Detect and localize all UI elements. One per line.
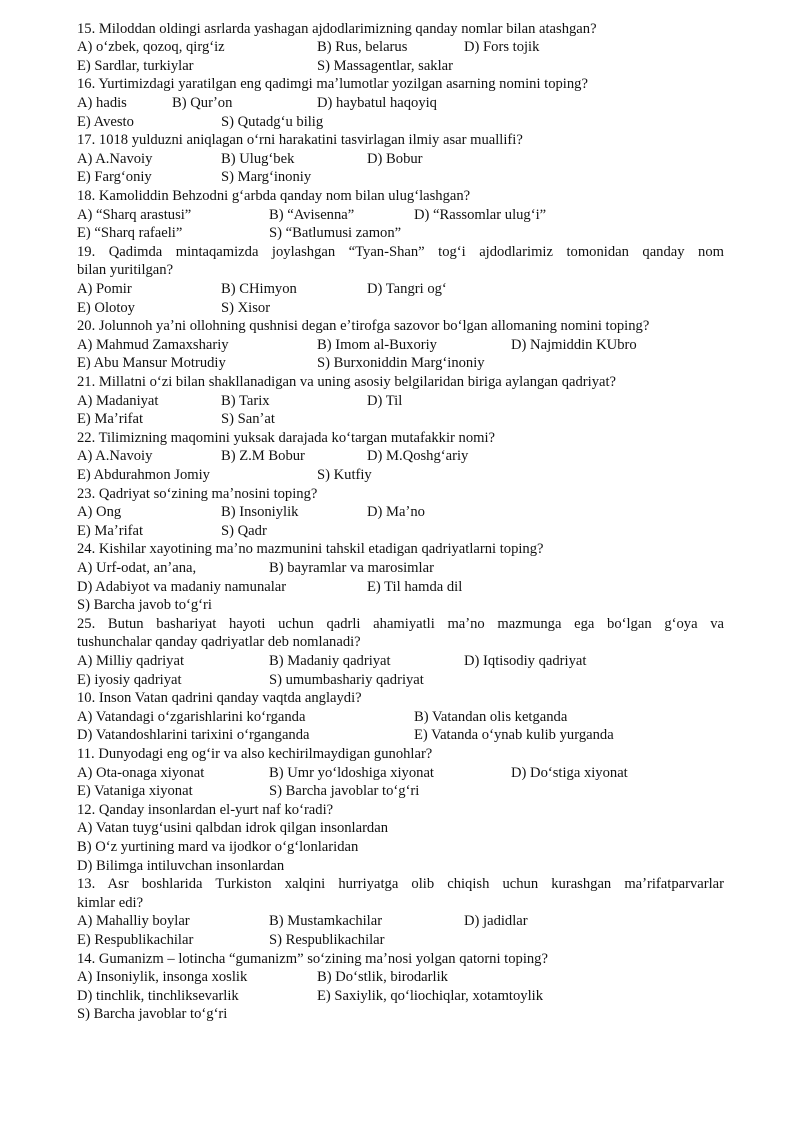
answer-option: A) Vatan tuygʻusini qalbdan idrok qilgan insonlardan: [77, 820, 389, 837]
answer-option: E) Vataniga xiyonat: [77, 783, 193, 800]
answer-option: B) Madaniy qadriyat: [269, 652, 391, 669]
answer-option: S) Qadr: [221, 522, 267, 539]
answer-option: D) Tangri ogʻ: [367, 280, 447, 297]
answer-option: A) Madaniyat: [77, 392, 159, 409]
answer-options-row: [77, 578, 724, 597]
answer-option: A) Vatandagi oʻzgarishlarini koʻrganda: [77, 708, 306, 725]
answer-option: B) Tarix: [221, 392, 270, 409]
answer-option: A) A.Navoiy: [77, 150, 153, 167]
answer-option: E) iyosiy qadriyat: [77, 671, 182, 688]
answer-options-row: [77, 819, 724, 838]
answer-option: E) Abdurahmon Jomiy: [77, 466, 210, 483]
answer-options-row: [77, 931, 724, 950]
answer-option: A) oʻzbek, qozoq, qirgʻiz: [77, 39, 225, 56]
answer-option: A) Ong: [77, 504, 122, 521]
answer-option: E) Sardlar, turkiylar: [77, 57, 194, 74]
answer-option: D) Til: [367, 392, 403, 409]
answer-option: D) Iqtisodiy qadriyat: [464, 652, 587, 669]
answer-options-row: [77, 336, 724, 355]
answer-option: S) Margʻinoniy: [221, 169, 312, 186]
answer-option: D) Bilimga intiluvchan insonlardan: [77, 857, 285, 874]
answer-option: A) “Sharq arastusi”: [77, 206, 192, 223]
question-text: 23. Qadriyat soʻzining maʼnosini toping?: [77, 485, 318, 502]
answer-option: A) Mahalliy boylar: [77, 913, 190, 930]
question-text: 14. Gumanizm – lotincha “gumanizm” soʻzining maʼnosi yolgan qatorni toping?: [77, 950, 548, 967]
answer-option: A) Ota-onaga xiyonat: [77, 764, 205, 781]
answer-options-row: [77, 559, 724, 578]
answer-options-row: [77, 354, 724, 373]
answer-options-row: [77, 503, 724, 522]
question-text: 22. Tilimizning maqomini yuksak darajada koʻtargan mutafakkir nomi?: [77, 429, 496, 446]
answer-option: D) tinchlik, tinchliksevarlik: [77, 987, 239, 1004]
answer-option: A) hadis: [77, 94, 127, 111]
question-text: 24. Kishilar xayotining maʼno mazmunini tahskil etadigan qadriyatlarni toping?: [77, 541, 544, 558]
answer-option: E) Saxiylik, qoʻliochiqlar, xotamtoylik: [317, 987, 543, 1004]
answer-option: S) Massagentlar, saklar: [317, 57, 453, 74]
answer-options-row: [77, 726, 724, 745]
answer-option: E) Avesto: [77, 113, 134, 130]
answer-option: S) Qutadgʻu bilig: [221, 113, 324, 130]
answer-option: B) bayramlar va marosimlar: [269, 559, 434, 576]
answer-option: S) umumbashariy qadriyat: [269, 671, 424, 688]
question-text: 13. Asr boshlarida Turkiston xalqini hurriyatga olib chiqish uchun kurashgan maʼrifatparvarlar: [77, 876, 724, 893]
answer-option: E) Maʼrifat: [77, 522, 144, 539]
answer-options-row: [77, 224, 724, 243]
answer-option: D) jadidlar: [464, 913, 528, 930]
answer-option: B) Ulugʻbek: [221, 150, 295, 167]
answer-options-row: [77, 447, 724, 466]
question-text: 20. Jolunnoh yaʼni ollohning qushnisi degan eʼtirofga sazovor boʻlgan allomaning nomini toping?: [77, 318, 650, 335]
answer-option: B) Insoniylik: [221, 504, 299, 521]
answer-option: D) Adabiyot va madaniy namunalar: [77, 578, 287, 595]
answer-options-row: [77, 168, 724, 187]
answer-option: D) Najmiddin KUbro: [511, 336, 637, 353]
question-text: 21. Millatni oʻzi bilan shakllanadigan va uning asosiy belgilaridan biriga aylangan qadriyat?: [77, 373, 617, 390]
answer-option: A) Milliy qadriyat: [77, 652, 185, 669]
answer-options-row: [77, 280, 724, 299]
answer-option: D) “Rassomlar ulugʻi”: [414, 206, 547, 223]
answer-option: S) Barcha javoblar toʻgʻri: [77, 1006, 228, 1023]
answer-option: S) Burxoniddin Margʻinoniy: [317, 355, 485, 372]
answer-options-row: [77, 113, 724, 132]
answer-option: A) Pomir: [77, 280, 132, 297]
answer-option: S) “Batlumusi zamon”: [269, 225, 402, 242]
answer-options-row: [77, 987, 724, 1006]
question-text: 19. Qadimda mintaqamizda joylashgan “Tyan-Shan” togʻi ajdodlarimiz tomonidan qanday nom: [77, 243, 724, 260]
answer-options-row: [77, 708, 724, 727]
answer-option: B) CHimyon: [221, 280, 297, 297]
answer-option: A) Urf-odat, anʼana,: [77, 559, 197, 576]
answer-option: E) “Sharq rafaeli”: [77, 225, 183, 242]
answer-option: E) Abu Mansur Motrudiy: [77, 355, 226, 372]
answer-option: B) Umr yoʻldoshiga xiyonat: [269, 764, 434, 781]
answer-options-row: [77, 38, 724, 57]
answer-option: B) Oʻz yurtining mard va ijodkor oʻgʻlonlaridan: [77, 838, 359, 855]
question-text: tushunchalar qanday qadriyatlar deb nomlanadi?: [77, 634, 361, 651]
answer-options-row: [77, 764, 724, 783]
answer-options-row: [77, 1005, 724, 1024]
answer-option: B) “Avisenna”: [269, 206, 355, 223]
answer-options-row: [77, 522, 724, 541]
answer-options-row: [77, 782, 724, 801]
answer-option: E) Maʼrifat: [77, 411, 144, 428]
answer-option: B) Vatandan olis ketganda: [414, 708, 568, 725]
answer-options-row: [77, 652, 724, 671]
answer-option: S) Respublikachilar: [269, 931, 385, 948]
answer-option: B) Doʻstlik, birodarlik: [317, 969, 448, 986]
question-text: 25. Butun bashariyat hayoti uchun qadrli ahamiyatli maʼno mazmunga ega boʻlgan gʻoya va: [77, 615, 724, 632]
answer-options-row: [77, 466, 724, 485]
answer-option: B) Mustamkachilar: [269, 913, 383, 930]
answer-option: B) Imom al-Buxoriy: [317, 336, 437, 353]
answer-option: D) haybatul haqoyiq: [317, 94, 437, 111]
answer-options-row: [77, 410, 724, 429]
question-text: 10. Inson Vatan qadrini qanday vaqtda anglaydi?: [77, 690, 362, 707]
answer-options-row: [77, 299, 724, 318]
answer-options-row: [77, 57, 724, 76]
question-text: kimlar edi?: [77, 894, 144, 911]
answer-option: E) Til hamda dil: [367, 578, 463, 595]
answer-options-row: [77, 912, 724, 931]
answer-option: D) Bobur: [367, 150, 423, 167]
question-text: 18. Kamoliddin Behzodni gʻarbda qanday nom bilan ulugʻlashgan?: [77, 187, 471, 204]
answer-options-row: [77, 596, 724, 615]
question-text: bilan yuritilgan?: [77, 262, 174, 279]
answer-option: D) Fors tojik: [464, 39, 540, 56]
answer-option: B) Z.M Bobur: [221, 448, 305, 465]
answer-option: A) Insoniylik, insonga xoslik: [77, 969, 248, 986]
question-text: 16. Yurtimizdagi yaratilgan eng qadimgi maʼlumotlar yozilgan asarning nomini toping?: [77, 76, 588, 93]
answer-option: S) Sanʼat: [221, 411, 275, 428]
answer-option: E) Vatanda oʻynab kulib yurganda: [414, 727, 614, 744]
answer-option: S) Xisor: [221, 299, 271, 316]
answer-option: S) Kutfiy: [317, 466, 372, 483]
answer-options-row: [77, 206, 724, 225]
answer-option: D) M.Qoshgʻariy: [367, 448, 469, 465]
answer-options-row: [77, 838, 724, 857]
question-text: 17. 1018 yulduzni aniqlagan oʻrni harakatini tasvirlagan ilmiy asar muallifi?: [77, 132, 523, 149]
answer-options-row: [77, 857, 724, 876]
answer-option: S) Barcha javob toʻgʻri: [77, 597, 212, 614]
question-text: 12. Qanday insonlardan el-yurt naf koʻradi?: [77, 801, 334, 818]
answer-options-row: [77, 392, 724, 411]
answer-option: B) Rus, belarus: [317, 39, 408, 56]
answer-option: D) Doʻstiga xiyonat: [511, 764, 628, 781]
answer-option: E) Respublikachilar: [77, 931, 194, 948]
answer-option: A) A.Navoiy: [77, 448, 153, 465]
answer-options-row: [77, 671, 724, 690]
answer-option: A) Mahmud Zamaxshariy: [77, 336, 229, 353]
answer-option: D) Maʼno: [367, 504, 425, 521]
answer-option: E) Olotoy: [77, 299, 135, 316]
question-text: 11. Dunyodagi eng ogʻir va also kechirilmaydigan gunohlar?: [77, 745, 433, 762]
answer-option: E) Fargʻoniy: [77, 169, 152, 186]
answer-options-row: [77, 94, 724, 113]
answer-options-row: [77, 150, 724, 169]
answer-option: B) Qurʼon: [172, 94, 233, 111]
answer-option: D) Vatandoshlarini tarixini oʻrganganda: [77, 727, 310, 744]
question-text: 15. Miloddan oldingi asrlarda yashagan ajdodlarimizning qanday nomlar bilan atashgan?: [77, 20, 597, 37]
answer-option: S) Barcha javoblar toʻgʻri: [269, 783, 420, 800]
answer-options-row: [77, 968, 724, 987]
